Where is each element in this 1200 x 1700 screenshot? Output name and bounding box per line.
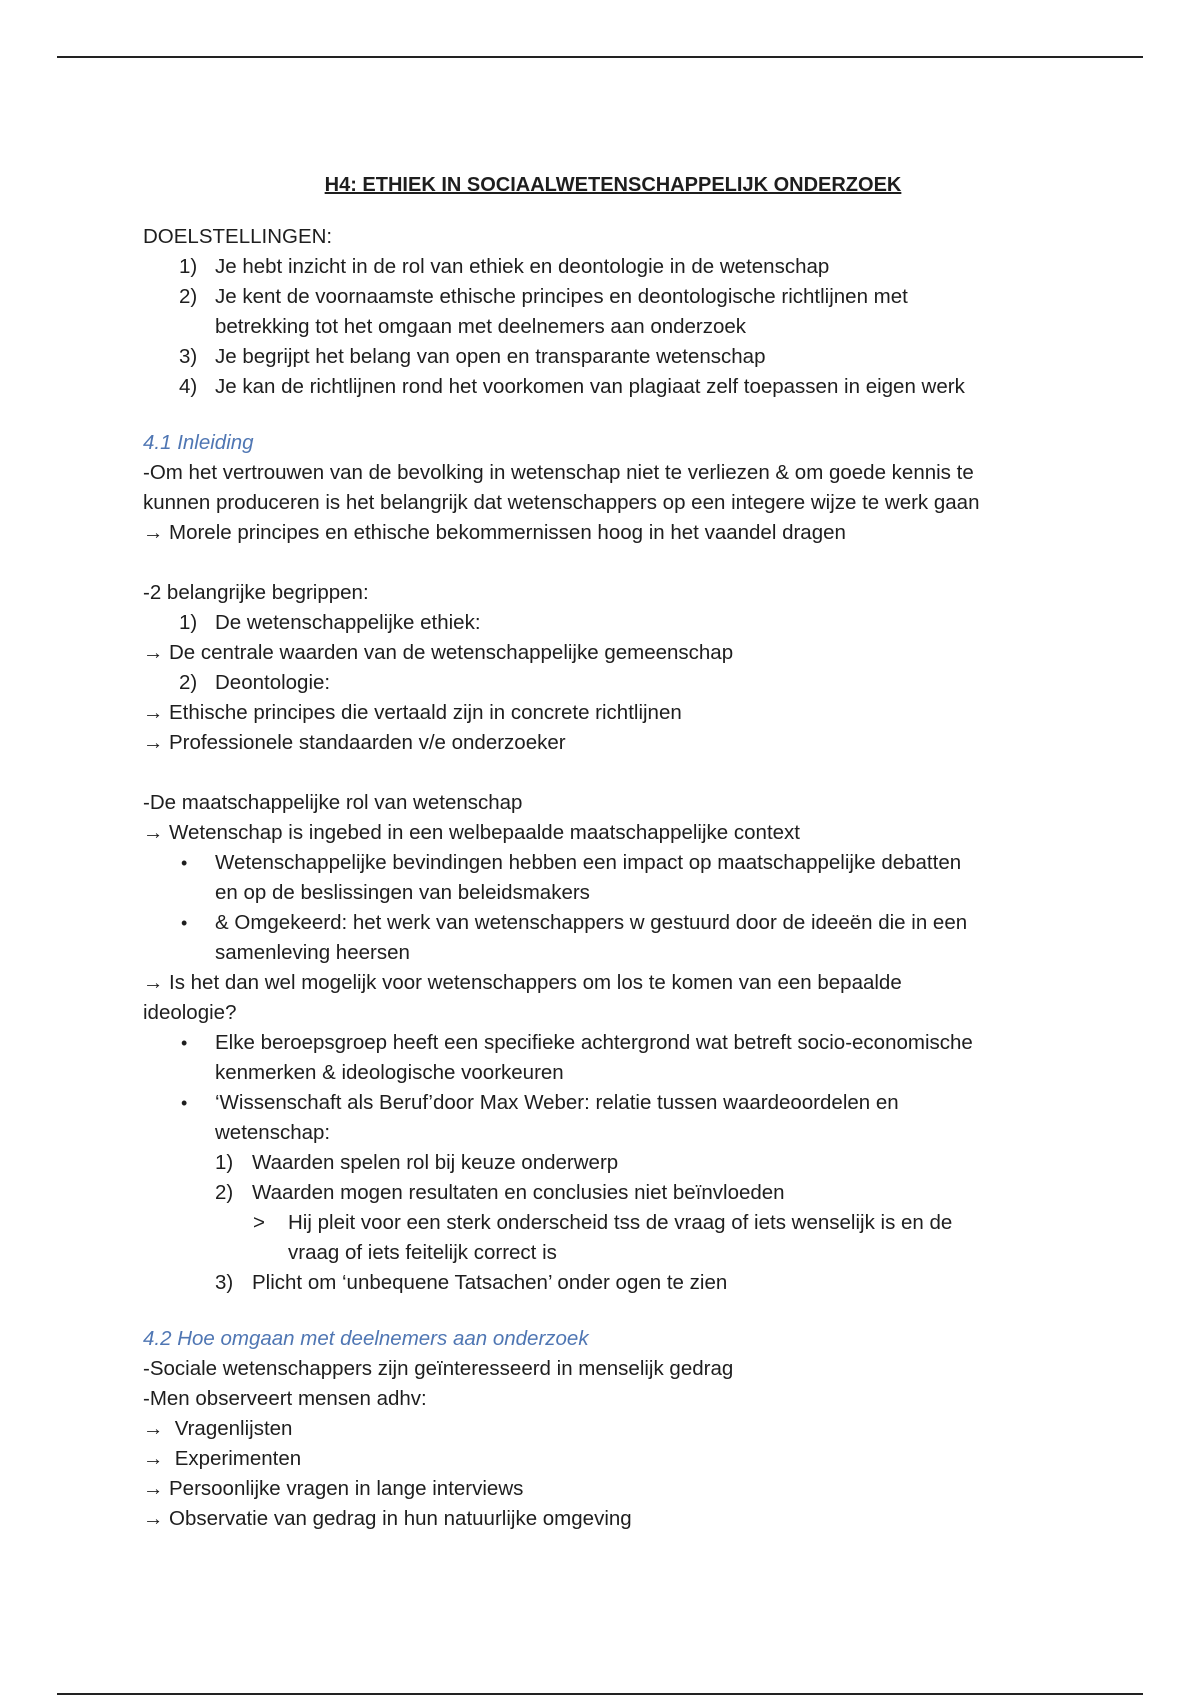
paragraph-line: -Men observeert mensen adhv:	[143, 1387, 427, 1410]
weber-point: 1) Waarden spelen rol bij keuze onderwerp	[215, 1151, 619, 1174]
bullet-icon: •	[181, 1033, 188, 1053]
arrow-icon: →	[143, 641, 164, 664]
objective-item: 3) Je begrijpt het belang van open en transparante wetenschap	[179, 345, 766, 368]
objectives-label: DOELSTELLINGEN:	[143, 225, 333, 248]
paragraph-line: ideologie?	[143, 1001, 237, 1024]
method-item: → Persoonlijke vragen in lange interviews	[143, 1474, 1063, 1504]
arrow-icon: →	[143, 731, 164, 754]
weber-sub-point: > Hij pleit voor een sterk onderscheid tss de vraag of iets wenselijk is en de vraag of iets feitelijk correct is	[143, 1208, 1063, 1268]
section-heading-4-2: 4.2 Hoe omgaan met deelnemers aan onderzoek	[143, 1327, 589, 1350]
paragraph-line: kunnen produceren is het belangrijk dat wetenschappers op een integere wijze te werk gaan	[143, 491, 980, 514]
method-item: → Observatie van gedrag in hun natuurlijke omgeving	[143, 1504, 1063, 1534]
arrow-line: → Morele principes en ethische bekommernissen hoog in het vaandel dragen	[143, 518, 1063, 548]
bullet-item: • Elke beroepsgroep heeft een specifieke achtergrond wat betreft socio-economische kenmerken & ideologische voorkeuren	[143, 1028, 1063, 1088]
arrow-icon: →	[143, 521, 164, 544]
method-item: → Experimenten	[143, 1444, 1063, 1474]
arrow-icon: →	[143, 1507, 164, 1530]
arrow-icon: →	[143, 971, 164, 994]
header-rule	[57, 56, 1143, 58]
section-heading-4-1: 4.1 Inleiding	[143, 431, 254, 454]
bullet-item: • ‘Wissenschaft als Beruf’door Max Weber: relatie tussen waardeoordelen en wetenschap:	[143, 1088, 1063, 1148]
role-label: -De maatschappelijke rol van wetenschap	[143, 791, 523, 814]
weber-point: 2) Waarden mogen resultaten en conclusies niet beïnvloeden	[215, 1181, 785, 1204]
objective-item: 4) Je kan de richtlijnen rond het voorkomen van plagiaat zelf toepassen in eigen werk	[179, 375, 965, 398]
arrow-icon: →	[143, 821, 164, 844]
concept-item: 1) De wetenschappelijke ethiek:	[179, 611, 481, 634]
arrow-icon: →	[143, 701, 164, 724]
objective-item: 2) Je kent de voornaamste ethische principes en deontologische richtlijnen met betrekking tot het omgaan met deelnemers aan onderzoek	[179, 285, 908, 338]
arrow-icon: →	[143, 1477, 164, 1500]
page-title: H4: ETHIEK IN SOCIAALWETENSCHAPPELIJK ONDERZOEK	[324, 174, 902, 196]
concepts-label: -2 belangrijke begrippen:	[143, 581, 369, 604]
objective-item: 1) Je hebt inzicht in de rol van ethiek en deontologie in de wetenschap	[179, 255, 830, 278]
arrow-line: → Wetenschap is ingebed in een welbepaalde maatschappelijke context	[143, 818, 1063, 848]
arrow-line: → Is het dan wel mogelijk voor wetenschappers om los te komen van een bepaalde	[143, 968, 1063, 998]
paragraph-line: -Sociale wetenschappers zijn geïnteresseerd in menselijk gedrag	[143, 1357, 734, 1380]
arrow-icon: →	[143, 1417, 164, 1440]
method-item: → Vragenlijsten	[143, 1414, 1063, 1444]
arrow-line: → Ethische principes die vertaald zijn in concrete richtlijnen	[143, 698, 1063, 728]
bullet-icon: •	[181, 1093, 188, 1113]
arrow-icon: →	[143, 1447, 164, 1470]
bullet-icon: •	[181, 853, 188, 873]
paragraph-line: -Om het vertrouwen van de bevolking in wetenschap niet te verliezen & om goede kennis te	[143, 461, 974, 484]
concept-item: 2) Deontologie:	[179, 671, 331, 694]
weber-point: 3) Plicht om ‘unbequene Tatsachen’ onder ogen te zien	[215, 1271, 728, 1294]
footer-rule	[57, 1693, 1143, 1695]
bullet-icon: •	[181, 913, 188, 933]
document-body	[143, 170, 1063, 1534]
bullet-item: • & Omgekeerd: het werk van wetenschappers w gestuurd door de ideeën die in een samenleving heersen	[143, 908, 1063, 968]
chevron-right-icon: >	[253, 1211, 265, 1234]
bullet-item: • Wetenschappelijke bevindingen hebben een impact op maatschappelijke debatten en op de beslissingen van beleidsmakers	[143, 848, 1063, 908]
arrow-line: → De centrale waarden van de wetenschappelijke gemeenschap	[143, 638, 1063, 668]
arrow-line: → Professionele standaarden v/e onderzoeker	[143, 728, 1063, 758]
